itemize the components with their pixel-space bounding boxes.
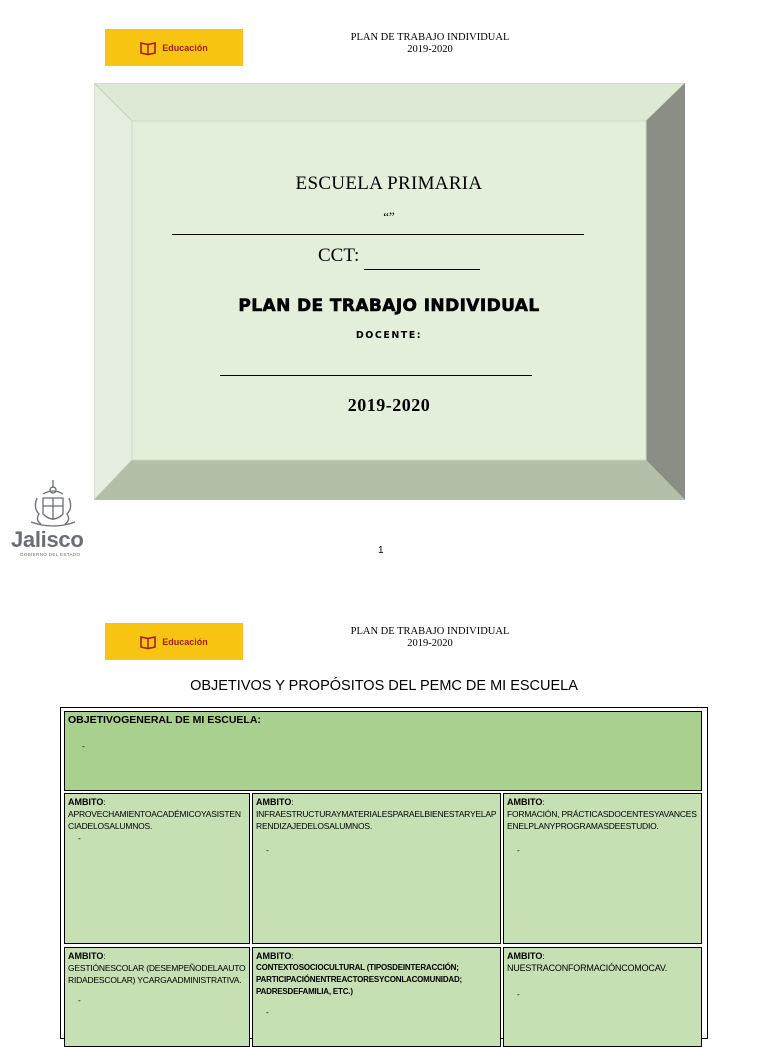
ambito-description: INFRAESTRUCTURAYMATERIALESPARAELBIENESTARYELAPRENDIZAJEDELOSALUMNOS.: [256, 809, 497, 831]
ambito-label: AMBITO: [256, 951, 292, 961]
header-year: 2019-2020: [407, 44, 453, 55]
docente-line: [220, 375, 532, 376]
objective-cell: [64, 711, 702, 791]
ambito-colon: :: [291, 951, 294, 961]
ambito-colon: :: [103, 951, 106, 961]
cover-year: 2019-2020: [347, 395, 431, 415]
plan-title: PLAN DE TRABAJO INDIVIDUAL: [238, 296, 540, 316]
educacion-logo: [105, 29, 243, 66]
document-header: [330, 626, 530, 650]
school-name-quotes: “”: [383, 209, 395, 224]
book-icon: [140, 40, 156, 56]
ambito-description: NUESTRACONFORMACIÓNCOMOCAV.: [507, 963, 668, 973]
ambito-dash: -: [517, 989, 520, 999]
coat-of-arms-icon: [23, 478, 83, 528]
ambito-description: CONTEXTOSOCIOCULTURAL (TIPOSDEINTERACCIÓN; PARTICIPACIÓNENTREACTORESYCONLACOMUNIDAD; PADRESDEFAMILIA, ETC.): [256, 963, 463, 996]
docente-label: DOCENTE:: [355, 330, 423, 341]
educacion-logo: [105, 623, 243, 660]
ambito-label: AMBITO: [68, 951, 104, 961]
ambito-label: AMBITO: [507, 797, 543, 807]
ambito-description: GESTIÓNESCOLAR (DESEMPEÑODELAAUTORIDADESCOLAR) YCARGAADMINISTRATIVA.: [68, 963, 246, 985]
ambito-cell: [252, 793, 501, 944]
ambito-label: AMBITO: [507, 951, 543, 961]
ambito-label: AMBITO: [68, 797, 104, 807]
cover-frame: [94, 83, 685, 500]
ambito-dash: -: [517, 845, 520, 855]
objective-label: OBJETIVOGENERAL DE MI ESCUELA:: [68, 714, 261, 726]
cct-line: [364, 269, 480, 270]
ambito-cell: [503, 793, 702, 944]
logo-text: Educación: [162, 42, 208, 53]
cover-content: [132, 121, 646, 460]
logo-text: Educación: [162, 636, 208, 647]
school-name-line: [172, 234, 584, 235]
jalisco-subtitle: GOBIERNO DEL ESTADO: [20, 552, 81, 557]
ambito-cell: [64, 947, 250, 1047]
section-title: OBJETIVOS Y PROPÓSITOS DEL PEMC DE MI ESCUELA: [190, 678, 578, 694]
page-number: 1: [378, 545, 384, 556]
ambito-cell: [252, 947, 501, 1047]
ambito-label: AMBITO: [256, 797, 292, 807]
ambito-description: FORMACIÓN, PRÁCTICASDOCENTESYAVANCESENELPLANYPROGRAMASDEESTUDIO.: [507, 809, 697, 831]
ambito-dash: -: [266, 845, 269, 855]
ambito-dash: -: [78, 833, 81, 843]
header-title: PLAN DE TRABAJO INDIVIDUAL: [350, 626, 510, 637]
ambito-cell: [64, 793, 250, 944]
ambito-colon: :: [291, 797, 294, 807]
ambito-cell: [503, 947, 702, 1047]
header-year: 2019-2020: [407, 638, 453, 649]
ambito-colon: :: [542, 797, 545, 807]
ambito-description: APROVECHAMIENTOACADÉMICOYASISTENCIADELOSALUMNOS.: [68, 809, 241, 831]
jalisco-logo: [8, 478, 100, 562]
ambito-colon: :: [542, 951, 545, 961]
jalisco-wordmark: Jalisco: [11, 527, 84, 552]
ambito-dash: -: [266, 1007, 269, 1017]
objective-value: -: [82, 741, 85, 751]
cct-label: CCT:: [318, 245, 360, 266]
book-icon: [140, 634, 156, 650]
header-title: PLAN DE TRABAJO INDIVIDUAL: [350, 32, 510, 43]
objectives-table: [60, 707, 708, 1039]
ambito-dash: -: [78, 995, 81, 1005]
document-header: [330, 32, 530, 56]
ambito-colon: :: [103, 797, 106, 807]
school-title: ESCUELA PRIMARIA: [295, 173, 483, 194]
